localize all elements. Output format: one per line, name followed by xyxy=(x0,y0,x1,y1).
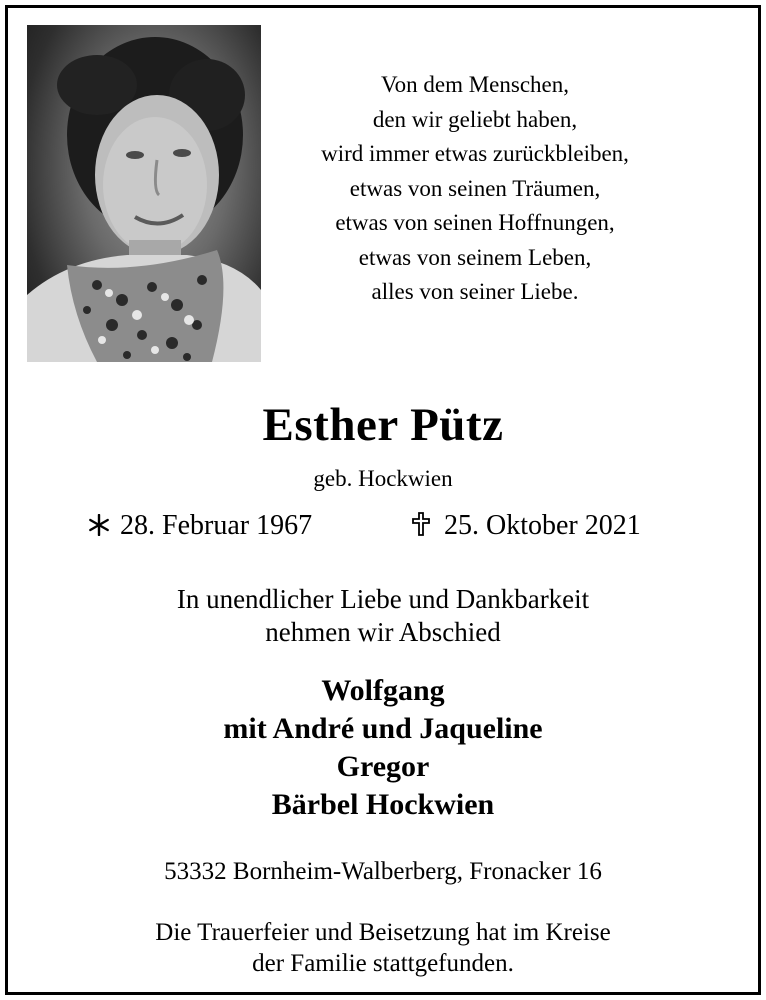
poem-line: etwas von seinem Leben, xyxy=(358,244,592,270)
mourner-name: Bärbel Hockwien xyxy=(271,788,495,821)
address: 53332 Bornheim-Walberberg, Fronacker 16 xyxy=(164,858,602,885)
farewell-text xyxy=(0,583,766,649)
death-date: 25. Oktober 2021 xyxy=(444,510,641,541)
memorial-poem xyxy=(290,68,660,310)
mourner-name: Wolfgang xyxy=(321,674,445,707)
farewell-line: In unendlicher Liebe und Dankbarkeit xyxy=(176,584,590,614)
notice-line: der Familie stattgefunden. xyxy=(252,950,514,977)
portrait-photo xyxy=(27,25,261,362)
deceased-name: Esther Pütz xyxy=(262,399,504,451)
funeral-notice xyxy=(0,917,766,979)
notice-line: Die Trauerfeier und Beisetzung hat im Kreise xyxy=(155,919,611,946)
birth-date-group xyxy=(88,510,312,544)
birth-date: 28. Februar 1967 xyxy=(120,510,313,541)
farewell-line: nehmen wir Abschied xyxy=(265,617,501,647)
poem-line: wird immer etwas zurückbleiben, xyxy=(321,141,629,166)
mourner-name: mit André und Jaqueline xyxy=(223,712,543,745)
poem-line: etwas von seinen Träumen, xyxy=(349,175,601,201)
poem-line: alles von seiner Liebe. xyxy=(371,279,579,304)
cross-icon xyxy=(412,512,436,544)
star-icon xyxy=(88,512,112,544)
poem-line: etwas von seinen Hoffnungen, xyxy=(335,210,615,235)
mourners-list xyxy=(0,672,766,824)
birth-name: geb. Hockwien xyxy=(313,466,453,491)
mourner-name: Gregor xyxy=(336,750,430,783)
death-date-group xyxy=(412,510,641,544)
poem-line: den wir geliebt haben, xyxy=(372,106,578,132)
poem-line: Von dem Menschen, xyxy=(380,72,570,97)
life-dates xyxy=(0,510,766,550)
